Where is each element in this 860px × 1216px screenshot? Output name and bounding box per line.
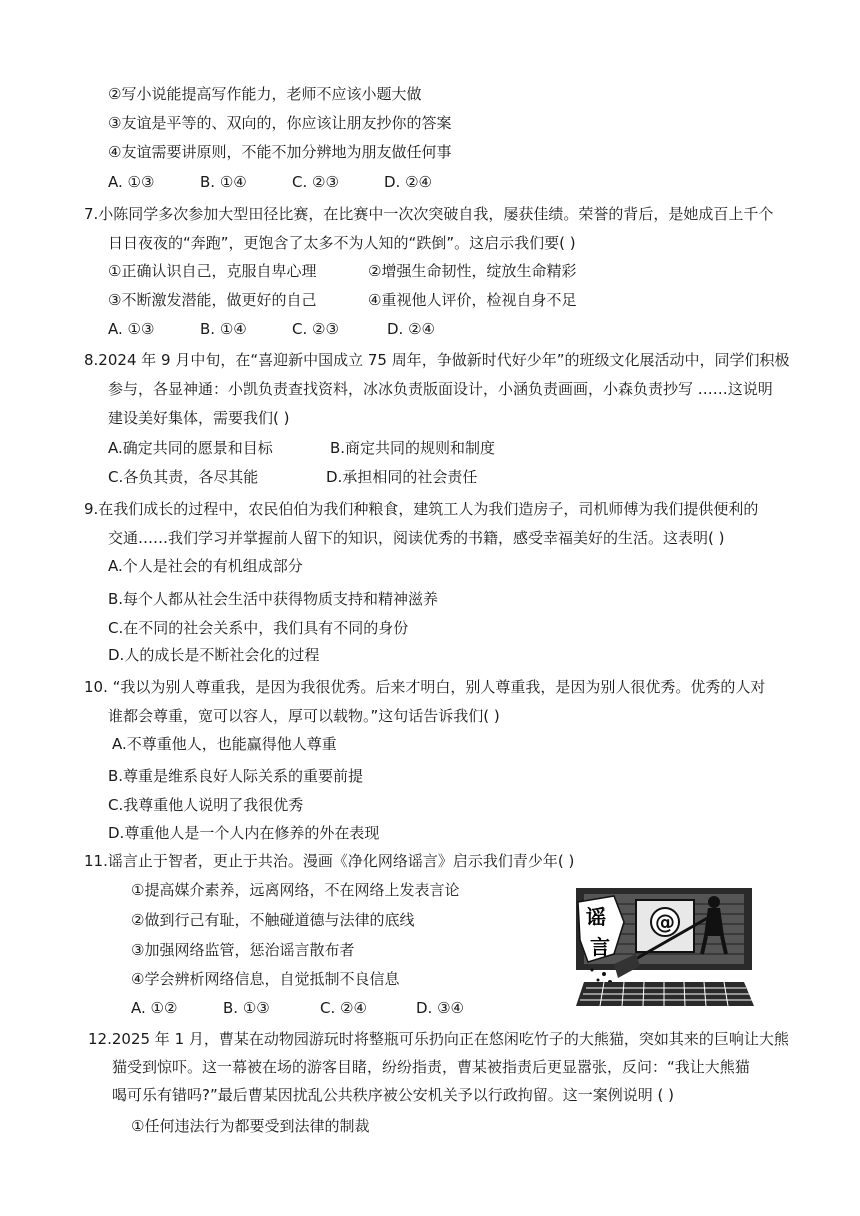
q11-choice-d: D. ③④	[416, 999, 464, 1017]
q7-option-2: ②增强生命韧性，绽放生命精彩	[368, 262, 577, 280]
q11-option-2: ②做到行己有耻，不触碰道德与法律的底线	[131, 911, 415, 929]
q6-option-2: ②写小说能提高写作能力，老师不应该小题大做	[108, 85, 422, 103]
q11-option-3: ③加强网络监管，惩治谣言散布者	[131, 941, 355, 959]
q8-option-b: B.商定共同的规则和制度	[330, 439, 496, 457]
q8-option-d: D.承担相同的社会责任	[326, 468, 478, 486]
q6-choice-c: C. ②③	[292, 173, 339, 191]
q7-stem-line1: 7.小陈同学多次参加大型田径比赛，在比赛中一次次突破自我，屡获佳绩。荣誉的背后，是她成百上千个	[84, 205, 774, 223]
q7-choice-b: B. ①④	[200, 320, 247, 338]
q6-option-4: ④友谊需要讲原则，不能不加分辨地为朋友做任何事	[108, 143, 452, 161]
q8-stem-line1: 8.2024 年 9 月中旬，在“喜迎新中国成立 75 周年，争做新时代好少年”的班级文化展活动中，同学们积极	[84, 351, 790, 369]
q7-option-3: ③不断激发潜能，做更好的自己	[108, 291, 317, 309]
q11-option-1: ①提高媒介素养，远离网络，不在网络上发表言论	[131, 881, 460, 899]
q6-choice-d: D. ②④	[384, 173, 432, 191]
q6-choice-b: B. ①④	[200, 173, 247, 191]
q9-option-a: A.个人是社会的有机组成部分	[108, 557, 303, 575]
q7-option-4: ④重视他人评价，检视自身不足	[368, 291, 577, 309]
q11-choice-c: C. ②④	[320, 999, 367, 1017]
at-sign-icon: @	[655, 910, 675, 934]
q11-choice-b: B. ①③	[223, 999, 270, 1017]
q8-option-c: C.各负其责，各尽其能	[108, 468, 259, 486]
q10-option-b: B.尊重是维系良好人际关系的重要前提	[108, 767, 364, 785]
q9-option-b: B.每个人都从社会生活中获得物质支持和精神滋养	[108, 590, 439, 608]
q8-stem-line2: 参与，各显神通：小凯负责查找资料，冰冰负责版面设计，小涵负责画画，小森负责抄写 ……这说明	[108, 380, 773, 398]
cartoon-char-yan: 言	[590, 935, 610, 959]
q12-stem-line1: 12.2025 年 1 月，曹某在动物园游玩时将整瓶可乐扔向正在悠闲吃竹子的大熊猫，突如其来的巨响让大熊	[88, 1030, 789, 1048]
q7-choice-a: A. ①③	[108, 320, 155, 338]
q7-choice-d: D. ②④	[387, 320, 435, 338]
q11-choices	[131, 998, 464, 1018]
q12-stem-line2: 猫受到惊吓。这一幕被在场的游客目睹，纷纷指责，曹某被指责后更显嚣张，反问：“我让大熊猫	[112, 1058, 750, 1076]
q6-choice-a: A. ①③	[108, 173, 155, 191]
q10-stem-line2: 谁都会尊重，宽可以容人，厚可以载物。”这句话告诉我们( )	[108, 707, 500, 725]
q6-choices	[108, 172, 432, 192]
q7-choices	[108, 319, 435, 339]
q10-stem-line1: 10. “我以为别人尊重我，是因为我很优秀。后来才明白，别人尊重我，是因为别人很优秀。优秀的人对	[84, 678, 766, 696]
q7-choice-c: C. ②③	[292, 320, 339, 338]
q9-option-d: D.人的成长是不断社会化的过程	[108, 646, 320, 664]
q9-stem-line2: 交通……我们学习并掌握前人留下的知识，阅读优秀的书籍，感受幸福美好的生活。这表明( )	[108, 529, 725, 547]
q12-option-1: ①任何违法行为都要受到法律的制裁	[131, 1117, 370, 1135]
q11-option-4: ④学会辨析网络信息，自觉抵制不良信息	[131, 970, 400, 988]
q6-option-3: ③友谊是平等的、双向的，你应该让朋友抄你的答案	[108, 114, 452, 132]
q9-option-c: C.在不同的社会关系中，我们具有不同的身份	[108, 619, 409, 637]
q10-option-a: A.不尊重他人，也能赢得他人尊重	[112, 735, 337, 753]
q7-stem-line2: 日日夜夜的“奔跑”，更饱含了太多不为人知的“跌倒”。这启示我们要( )	[108, 234, 576, 252]
q9-stem-line1: 9.在我们成长的过程中，农民伯伯为我们种粮食，建筑工人为我们造房子，司机师傅为我们提供便利的	[84, 500, 759, 518]
q10-option-c: C.我尊重他人说明了我很优秀	[108, 796, 304, 814]
q11-choice-a: A. ①②	[131, 999, 178, 1017]
q10-option-d: D.尊重他人是一个人内在修养的外在表现	[108, 824, 380, 842]
q11-stem: 11.谣言止于智者，更止于共治。漫画《净化网络谣言》启示我们青少年( )	[84, 852, 575, 870]
q8-option-a: A.确定共同的愿景和目标	[108, 439, 273, 457]
q8-stem-line3: 建设美好集体，需要我们( )	[108, 409, 290, 427]
rumor-cartoon-image	[574, 882, 758, 1012]
cartoon-char-yao: 谣	[586, 905, 606, 929]
q12-stem-line3: 喝可乐有错吗?”最后曹某因扰乱公共秩序被公安机关予以行政拘留。这一案例说明 ( )	[112, 1086, 674, 1104]
q7-option-1: ①正确认识自己，克服自卑心理	[108, 262, 317, 280]
